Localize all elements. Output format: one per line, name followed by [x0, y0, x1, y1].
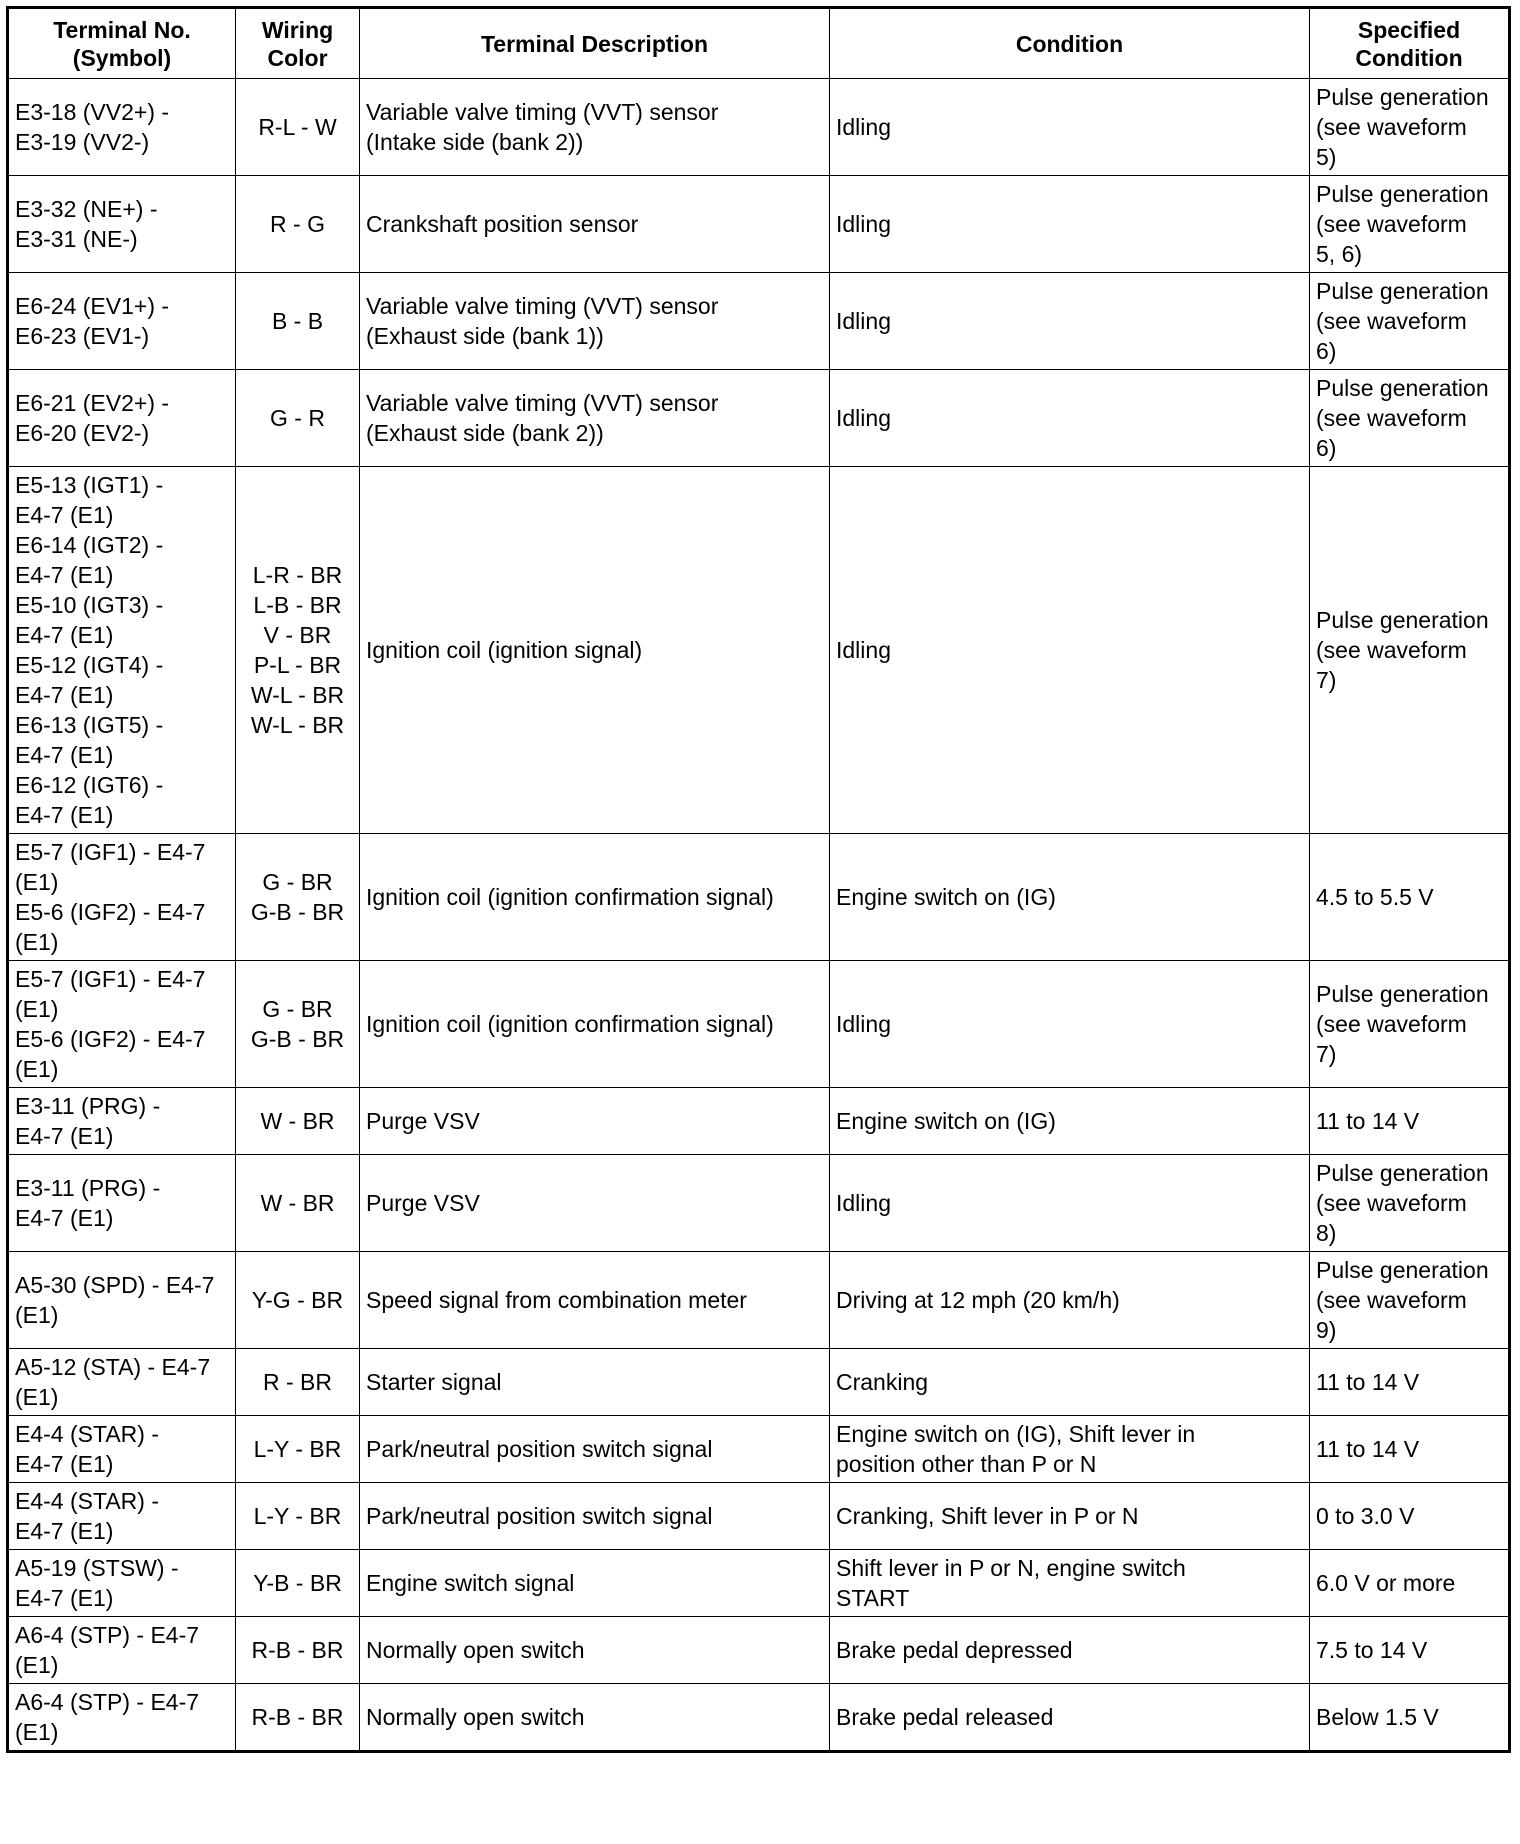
cell-terminal-line: E3-19 (VV2-): [15, 129, 150, 155]
cell-wiring: [236, 1550, 360, 1617]
table-row: [8, 79, 1510, 176]
cell-condition: [830, 79, 1310, 176]
cell-terminal-line: E4-7 (E1): [15, 1123, 114, 1149]
cell-wiring-line: R - G: [270, 211, 325, 237]
cell-terminal-line: (E1): [15, 1384, 59, 1410]
cell-description: [360, 1252, 830, 1349]
cell-specified-line: 7): [1316, 1041, 1337, 1067]
cell-condition: [830, 1416, 1310, 1483]
cell-description-line: Variable valve timing (VVT) sensor: [366, 390, 719, 416]
cell-wiring-line: W - BR: [260, 1190, 335, 1216]
cell-terminal-line: A5-12 (STA) - E4-7: [15, 1354, 211, 1380]
cell-condition: [830, 467, 1310, 834]
cell-wiring-line: G - R: [270, 405, 325, 431]
cell-terminal-line: E4-7 (E1): [15, 562, 114, 588]
cell-terminal-line: E6-24 (EV1+) -: [15, 293, 170, 319]
cell-terminal-line: E4-7 (E1): [15, 502, 114, 528]
cell-specified: [1310, 961, 1510, 1088]
cell-condition: [830, 834, 1310, 961]
cell-condition: [830, 1483, 1310, 1550]
cell-wiring-line: R-L - W: [258, 114, 337, 140]
cell-wiring-line: R-B - BR: [251, 1637, 344, 1663]
cell-specified-line: 8): [1316, 1220, 1337, 1246]
cell-terminal: [8, 1617, 236, 1684]
cell-wiring-line: Y-B - BR: [253, 1570, 342, 1596]
cell-specified-line: 5, 6): [1316, 241, 1363, 267]
cell-wiring: [236, 834, 360, 961]
cell-terminal-line: E3-32 (NE+) -: [15, 196, 158, 222]
cell-terminal-line: E4-7 (E1): [15, 742, 114, 768]
cell-specified: [1310, 1684, 1510, 1752]
header-terminal: [8, 8, 236, 79]
cell-specified-line: Pulse generation: [1316, 84, 1489, 110]
cell-wiring-line: P-L - BR: [253, 652, 342, 678]
cell-specified-line: 6): [1316, 435, 1337, 461]
cell-condition: [830, 1252, 1310, 1349]
cell-terminal-line: E4-7 (E1): [15, 1518, 114, 1544]
cell-terminal-line: E3-31 (NE-): [15, 226, 138, 252]
cell-terminal-line: E4-7 (E1): [15, 802, 114, 828]
cell-specified-line: (see waveform: [1316, 114, 1467, 140]
cell-wiring-line: L-Y - BR: [253, 1436, 342, 1462]
cell-condition-line: START: [836, 1585, 910, 1611]
cell-description-line: Engine switch signal: [366, 1570, 575, 1596]
cell-specified: [1310, 1252, 1510, 1349]
cell-specified: [1310, 1088, 1510, 1155]
cell-description-line: (Exhaust side (bank 2)): [366, 420, 604, 446]
cell-condition-line: Engine switch on (IG): [836, 1108, 1056, 1134]
cell-wiring-line: R - BR: [263, 1369, 332, 1395]
cell-wiring-line: B - B: [271, 308, 324, 334]
cell-terminal: [8, 176, 236, 273]
cell-wiring-line: G-B - BR: [250, 899, 345, 925]
cell-specified-line: (see waveform: [1316, 1190, 1467, 1216]
cell-specified-line: (see waveform: [1316, 1011, 1467, 1037]
table-row: [8, 1416, 1510, 1483]
cell-wiring: [236, 467, 360, 834]
cell-condition: [830, 1550, 1310, 1617]
cell-condition-line: Idling: [836, 308, 891, 334]
cell-terminal: [8, 1483, 236, 1550]
header-wiring-line: Color: [267, 44, 328, 71]
cell-terminal: [8, 273, 236, 370]
cell-condition-line: Idling: [836, 405, 891, 431]
table-row: [8, 1252, 1510, 1349]
cell-description-line: (Intake side (bank 2)): [366, 129, 584, 155]
cell-description-line: Ignition coil (ignition confirmation signal): [366, 1011, 774, 1037]
cell-terminal: [8, 834, 236, 961]
cell-terminal-line: E6-21 (EV2+) -: [15, 390, 170, 416]
cell-specified-line: 7): [1316, 667, 1337, 693]
cell-specified-line: 9): [1316, 1317, 1337, 1343]
cell-wiring: [236, 176, 360, 273]
cell-description: [360, 467, 830, 834]
cell-terminal: [8, 1416, 236, 1483]
cell-terminal-line: (E1): [15, 1652, 59, 1678]
cell-description: [360, 1088, 830, 1155]
cell-wiring: [236, 1252, 360, 1349]
cell-wiring: [236, 1684, 360, 1752]
cell-terminal: [8, 79, 236, 176]
cell-description-line: Crankshaft position sensor: [366, 211, 639, 237]
cell-specified-line: 11 to 14 V: [1316, 1108, 1420, 1134]
cell-specified-line: 11 to 14 V: [1316, 1369, 1420, 1395]
cell-specified: [1310, 176, 1510, 273]
cell-description-line: Park/neutral position switch signal: [366, 1436, 713, 1462]
cell-terminal-line: E3-11 (PRG) -: [15, 1175, 161, 1201]
cell-specified-line: 4.5 to 5.5 V: [1316, 884, 1434, 910]
table-row: [8, 370, 1510, 467]
cell-wiring-line: W-L - BR: [250, 682, 345, 708]
cell-condition: [830, 1155, 1310, 1252]
cell-terminal-line: A5-30 (SPD) - E4-7: [15, 1272, 215, 1298]
cell-condition-line: Driving at 12 mph (20 km/h): [836, 1287, 1120, 1313]
cell-condition-line: Brake pedal released: [836, 1704, 1054, 1730]
cell-specified-line: 11 to 14 V: [1316, 1436, 1420, 1462]
cell-specified-line: 0 to 3.0 V: [1316, 1503, 1415, 1529]
cell-wiring: [236, 1349, 360, 1416]
header-terminal-line: Terminal No.: [53, 16, 191, 43]
cell-terminal: [8, 1349, 236, 1416]
cell-condition-line: Cranking: [836, 1369, 929, 1395]
cell-specified-line: 6): [1316, 338, 1337, 364]
cell-wiring-line: L-B - BR: [253, 592, 342, 618]
cell-terminal: [8, 1550, 236, 1617]
cell-description: [360, 1483, 830, 1550]
cell-description: [360, 273, 830, 370]
cell-description-line: Ignition coil (ignition confirmation signal): [366, 884, 774, 910]
cell-terminal-line: (E1): [15, 929, 59, 955]
cell-specified: [1310, 1617, 1510, 1684]
cell-terminal: [8, 1252, 236, 1349]
cell-terminal: [8, 1155, 236, 1252]
cell-description: [360, 1617, 830, 1684]
cell-terminal-line: E5-6 (IGF2) - E4-7: [15, 1026, 206, 1052]
cell-wiring-line: Y-G - BR: [251, 1287, 344, 1313]
cell-description: [360, 834, 830, 961]
cell-terminal-line: E4-7 (E1): [15, 682, 114, 708]
table-row: [8, 1088, 1510, 1155]
cell-description: [360, 370, 830, 467]
cell-specified: [1310, 1416, 1510, 1483]
cell-description: [360, 79, 830, 176]
cell-terminal-line: A6-4 (STP) - E4-7: [15, 1689, 200, 1715]
cell-terminal: [8, 1088, 236, 1155]
cell-condition-line: Engine switch on (IG), Shift lever in: [836, 1421, 1196, 1447]
cell-condition: [830, 1684, 1310, 1752]
cell-wiring-line: L-Y - BR: [253, 1503, 342, 1529]
cell-wiring: [236, 273, 360, 370]
cell-terminal-line: E4-7 (E1): [15, 622, 114, 648]
cell-terminal-line: E4-7 (E1): [15, 1451, 114, 1477]
cell-terminal-line: A5-19 (STSW) -: [15, 1555, 179, 1581]
cell-description-line: Ignition coil (ignition signal): [366, 637, 643, 663]
cell-wiring-line: V - BR: [263, 622, 332, 648]
cell-terminal-line: E5-7 (IGF1) - E4-7: [15, 966, 206, 992]
cell-wiring: [236, 79, 360, 176]
cell-terminal-line: E6-12 (IGT6) -: [15, 772, 164, 798]
cell-terminal-line: (E1): [15, 1302, 59, 1328]
cell-condition-line: Engine switch on (IG): [836, 884, 1056, 910]
cell-condition: [830, 176, 1310, 273]
cell-terminal-line: E3-11 (PRG) -: [15, 1093, 161, 1119]
cell-terminal-line: (E1): [15, 1719, 59, 1745]
cell-specified-line: 7.5 to 14 V: [1316, 1637, 1428, 1663]
cell-terminal-line: (E1): [15, 996, 59, 1022]
table-header-row: [8, 8, 1510, 79]
header-specified-line: Specified: [1357, 16, 1461, 43]
cell-condition: [830, 370, 1310, 467]
cell-condition-line: position other than P or N: [836, 1451, 1097, 1477]
cell-specified-line: Pulse generation: [1316, 1257, 1489, 1283]
cell-condition: [830, 1088, 1310, 1155]
cell-wiring-line: W-L - BR: [250, 712, 345, 738]
cell-specified-line: 6.0 V or more: [1316, 1570, 1456, 1596]
cell-description: [360, 176, 830, 273]
cell-condition-line: Shift lever in P or N, engine switch: [836, 1555, 1186, 1581]
cell-wiring-line: R-B - BR: [251, 1704, 344, 1730]
cell-description: [360, 1684, 830, 1752]
cell-condition: [830, 273, 1310, 370]
cell-specified: [1310, 1483, 1510, 1550]
cell-specified-line: Pulse generation: [1316, 181, 1489, 207]
cell-specified: [1310, 467, 1510, 834]
cell-wiring: [236, 1416, 360, 1483]
cell-condition: [830, 1617, 1310, 1684]
cell-condition-line: Idling: [836, 637, 891, 663]
table-row: [8, 834, 1510, 961]
cell-terminal-line: E4-4 (STAR) -: [15, 1488, 159, 1514]
cell-terminal-line: E6-13 (IGT5) -: [15, 712, 164, 738]
cell-specified-line: Below 1.5 V: [1316, 1704, 1439, 1730]
cell-specified: [1310, 273, 1510, 370]
table-row: [8, 176, 1510, 273]
cell-terminal-line: (E1): [15, 1056, 59, 1082]
header-terminal-line: (Symbol): [72, 44, 172, 71]
cell-terminal-line: E4-7 (E1): [15, 1585, 114, 1611]
cell-terminal-line: (E1): [15, 869, 59, 895]
table-row: [8, 1617, 1510, 1684]
cell-description-line: Starter signal: [366, 1369, 502, 1395]
cell-specified-line: (see waveform: [1316, 1287, 1467, 1313]
cell-specified: [1310, 79, 1510, 176]
cell-description: [360, 1550, 830, 1617]
cell-condition-line: Brake pedal depressed: [836, 1637, 1073, 1663]
cell-specified: [1310, 370, 1510, 467]
cell-description: [360, 1155, 830, 1252]
cell-description: [360, 1416, 830, 1483]
cell-specified: [1310, 834, 1510, 961]
cell-terminal-line: E6-23 (EV1-): [15, 323, 150, 349]
table-row: [8, 961, 1510, 1088]
cell-terminal-line: E5-12 (IGT4) -: [15, 652, 164, 678]
cell-wiring: [236, 1155, 360, 1252]
cell-specified-line: 5): [1316, 144, 1337, 170]
table-row: [8, 1684, 1510, 1752]
cell-description-line: (Exhaust side (bank 1)): [366, 323, 604, 349]
cell-description-line: Variable valve timing (VVT) sensor: [366, 99, 719, 125]
cell-terminal-line: A6-4 (STP) - E4-7: [15, 1622, 200, 1648]
cell-condition-line: Idling: [836, 1190, 891, 1216]
cell-condition-line: Idling: [836, 211, 891, 237]
cell-terminal-line: E5-13 (IGT1) -: [15, 472, 164, 498]
table-row: [8, 467, 1510, 834]
cell-condition: [830, 1349, 1310, 1416]
cell-specified-line: Pulse generation: [1316, 375, 1489, 401]
cell-wiring: [236, 961, 360, 1088]
cell-wiring-line: G-B - BR: [250, 1026, 345, 1052]
cell-specified: [1310, 1349, 1510, 1416]
table-row: [8, 1349, 1510, 1416]
cell-terminal: [8, 467, 236, 834]
cell-specified-line: Pulse generation: [1316, 278, 1489, 304]
cell-description: [360, 1349, 830, 1416]
cell-terminal-line: E5-6 (IGF2) - E4-7: [15, 899, 206, 925]
cell-wiring-line: G - BR: [262, 869, 333, 895]
header-specified-line: Condition: [1355, 44, 1463, 71]
cell-terminal-line: E4-4 (STAR) -: [15, 1421, 159, 1447]
cell-terminal: [8, 370, 236, 467]
cell-description-line: Purge VSV: [366, 1190, 480, 1216]
cell-terminal-line: E5-10 (IGT3) -: [15, 592, 164, 618]
table-body: [8, 79, 1510, 1752]
cell-description: [360, 961, 830, 1088]
cell-condition-line: Idling: [836, 114, 891, 140]
cell-description-line: Normally open switch: [366, 1637, 585, 1663]
header-specified: [1310, 8, 1510, 79]
cell-specified: [1310, 1155, 1510, 1252]
header-description: Terminal Description: [360, 8, 830, 79]
cell-specified: [1310, 1550, 1510, 1617]
table-row: [8, 273, 1510, 370]
table-row: [8, 1550, 1510, 1617]
cell-wiring: [236, 1617, 360, 1684]
cell-terminal-line: E5-7 (IGF1) - E4-7: [15, 839, 206, 865]
cell-terminal: [8, 1684, 236, 1752]
header-condition: Condition: [830, 8, 1310, 79]
cell-specified-line: Pulse generation: [1316, 607, 1489, 633]
cell-specified-line: (see waveform: [1316, 308, 1467, 334]
cell-description-line: Park/neutral position switch signal: [366, 1503, 713, 1529]
cell-condition-line: Idling: [836, 1011, 891, 1037]
cell-description-line: Variable valve timing (VVT) sensor: [366, 293, 719, 319]
table-row: [8, 1155, 1510, 1252]
cell-terminal-line: E3-18 (VV2+) -: [15, 99, 170, 125]
cell-specified-line: Pulse generation: [1316, 981, 1489, 1007]
cell-specified-line: (see waveform: [1316, 211, 1467, 237]
cell-wiring-line: W - BR: [260, 1108, 335, 1134]
cell-condition-line: Cranking, Shift lever in P or N: [836, 1503, 1139, 1529]
cell-specified-line: (see waveform: [1316, 405, 1467, 431]
cell-description-line: Purge VSV: [366, 1108, 480, 1134]
cell-specified-line: Pulse generation: [1316, 1160, 1489, 1186]
cell-wiring: [236, 1483, 360, 1550]
cell-wiring: [236, 1088, 360, 1155]
cell-specified-line: (see waveform: [1316, 637, 1467, 663]
terminal-spec-table: [6, 6, 1511, 1753]
cell-description-line: Normally open switch: [366, 1704, 585, 1730]
cell-terminal: [8, 961, 236, 1088]
cell-terminal-line: E6-14 (IGT2) -: [15, 532, 164, 558]
cell-condition: [830, 961, 1310, 1088]
cell-terminal-line: E6-20 (EV2-): [15, 420, 150, 446]
header-wiring-line: Wiring: [261, 16, 334, 43]
cell-wiring: [236, 370, 360, 467]
cell-terminal-line: E4-7 (E1): [15, 1205, 114, 1231]
cell-description-line: Speed signal from combination meter: [366, 1287, 747, 1313]
header-wiring: [236, 8, 360, 79]
cell-wiring-line: G - BR: [262, 996, 333, 1022]
table-row: [8, 1483, 1510, 1550]
cell-wiring-line: L-R - BR: [252, 562, 343, 588]
